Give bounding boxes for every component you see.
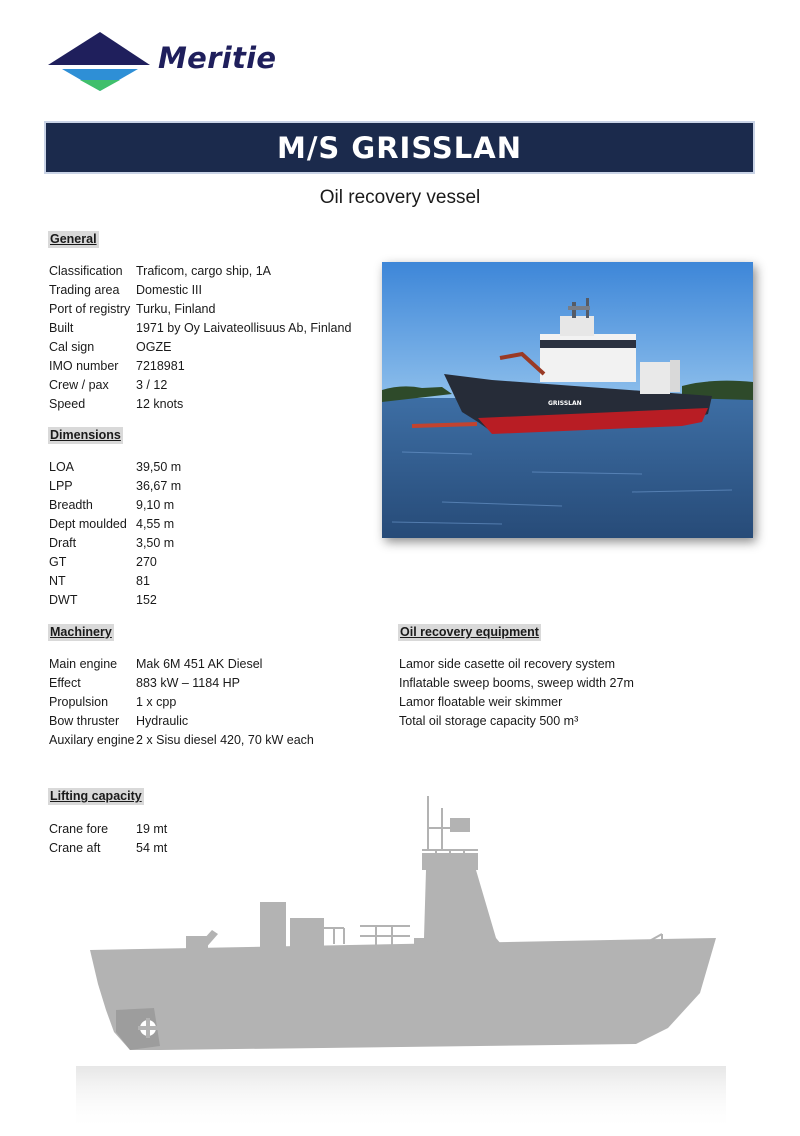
dimensions-label: LPP — [49, 479, 73, 493]
dimensions-row — [49, 591, 181, 610]
general-value: Traficom, cargo ship, 1A — [136, 264, 272, 278]
general-row — [49, 357, 351, 376]
general-value: Domestic III — [136, 283, 202, 297]
machinery-row — [49, 693, 314, 712]
dimensions-label: Dept moulded — [49, 517, 127, 531]
general-table — [49, 262, 351, 414]
general-row — [49, 338, 351, 357]
dimensions-label: Breadth — [49, 498, 93, 512]
ship-silhouette-image — [76, 788, 726, 1131]
general-value: OGZE — [136, 340, 172, 354]
machinery-label: Effect — [49, 676, 81, 690]
oil-recovery-heading: Oil recovery equipment — [400, 625, 539, 639]
machinery-value: Mak 6M 451 AK Diesel — [136, 657, 263, 671]
logo-wordmark: Meritie — [158, 41, 277, 75]
dimensions-value: 4,55 m — [136, 517, 175, 531]
general-label: Classification — [49, 264, 123, 278]
vessel-subtitle: Oil recovery vessel — [319, 187, 481, 208]
general-label: Built — [49, 321, 74, 335]
oil-recovery-item: Inflatable sweep booms, sweep width 27m — [399, 676, 634, 690]
general-label: Trading area — [49, 283, 120, 297]
general-value: Turku, Finland — [136, 302, 216, 316]
general-value: 3 / 12 — [136, 378, 168, 392]
dimensions-row — [49, 496, 181, 515]
machinery-label: Bow thruster — [49, 714, 120, 728]
machinery-row — [49, 712, 314, 731]
dimensions-value: 39,50 m — [136, 460, 182, 474]
general-value: 7218981 — [136, 359, 185, 373]
title-banner — [44, 121, 755, 174]
lifting-heading: Lifting capacity — [50, 789, 142, 803]
lifting-value: 54 mt — [136, 841, 168, 855]
dimensions-row — [49, 534, 181, 553]
general-row — [49, 262, 351, 281]
dimensions-label: NT — [49, 574, 66, 588]
dimensions-value: 152 — [136, 593, 157, 607]
machinery-label: Propulsion — [49, 695, 109, 709]
dimensions-row — [49, 572, 181, 591]
dimensions-table — [49, 458, 181, 610]
machinery-label: Auxilary engine — [49, 733, 135, 747]
vessel-photo — [382, 262, 753, 538]
lifting-row — [49, 839, 167, 858]
general-value: 1971 by Oy Laivateollisuus Ab, Finland — [136, 321, 352, 335]
dimensions-label: DWT — [49, 593, 78, 607]
general-heading: General — [50, 232, 97, 246]
dimensions-row — [49, 515, 181, 534]
machinery-row — [49, 674, 314, 693]
dimensions-value: 3,50 m — [136, 536, 175, 550]
machinery-row — [49, 731, 314, 750]
dimensions-value: 9,10 m — [136, 498, 175, 512]
meritie-logo — [48, 30, 288, 92]
oil-recovery-item: Total oil storage capacity 500 m³ — [399, 714, 579, 728]
oil-recovery-item: Lamor floatable weir skimmer — [399, 695, 563, 709]
hull-name-label: GRISSLAN — [548, 400, 582, 407]
lifting-row — [49, 820, 167, 839]
general-label: Port of registry — [49, 302, 131, 316]
dimensions-row — [49, 553, 181, 572]
machinery-label: Main engine — [49, 657, 118, 671]
general-row — [49, 376, 351, 395]
vessel-title: M/S GRISSLAN — [276, 130, 523, 165]
dimensions-label: GT — [49, 555, 67, 569]
dimensions-heading: Dimensions — [50, 428, 121, 442]
general-row — [49, 281, 351, 300]
general-row — [49, 395, 351, 414]
oil-recovery-list — [399, 655, 739, 731]
general-row — [49, 319, 351, 338]
machinery-row — [49, 655, 314, 674]
dimensions-value: 270 — [136, 555, 157, 569]
machinery-table — [49, 655, 314, 750]
lifting-label: Crane aft — [49, 841, 101, 855]
dimensions-label: Draft — [49, 536, 77, 550]
dimensions-row — [49, 477, 181, 496]
dimensions-value: 36,67 m — [136, 479, 182, 493]
machinery-value: 883 kW – 1184 HP — [136, 676, 240, 690]
dimensions-label: LOA — [49, 460, 75, 474]
dimensions-row — [49, 458, 181, 477]
general-row — [49, 300, 351, 319]
general-label: IMO number — [49, 359, 119, 373]
general-value: 12 knots — [136, 397, 184, 411]
machinery-value: Hydraulic — [136, 714, 189, 728]
general-label: Speed — [49, 397, 86, 411]
general-label: Crew / pax — [49, 378, 109, 392]
machinery-value: 2 x Sisu diesel 420, 70 kW each — [136, 733, 314, 747]
dimensions-value: 81 — [136, 574, 150, 588]
machinery-heading: Machinery — [50, 625, 112, 639]
general-label: Cal sign — [49, 340, 95, 354]
lifting-table — [49, 820, 167, 858]
lifting-label: Crane fore — [49, 822, 109, 836]
machinery-value: 1 x cpp — [136, 695, 177, 709]
logo-diamond-icon — [48, 30, 152, 92]
lifting-value: 19 mt — [136, 822, 168, 836]
oil-recovery-item: Lamor side casette oil recovery system — [399, 657, 616, 671]
